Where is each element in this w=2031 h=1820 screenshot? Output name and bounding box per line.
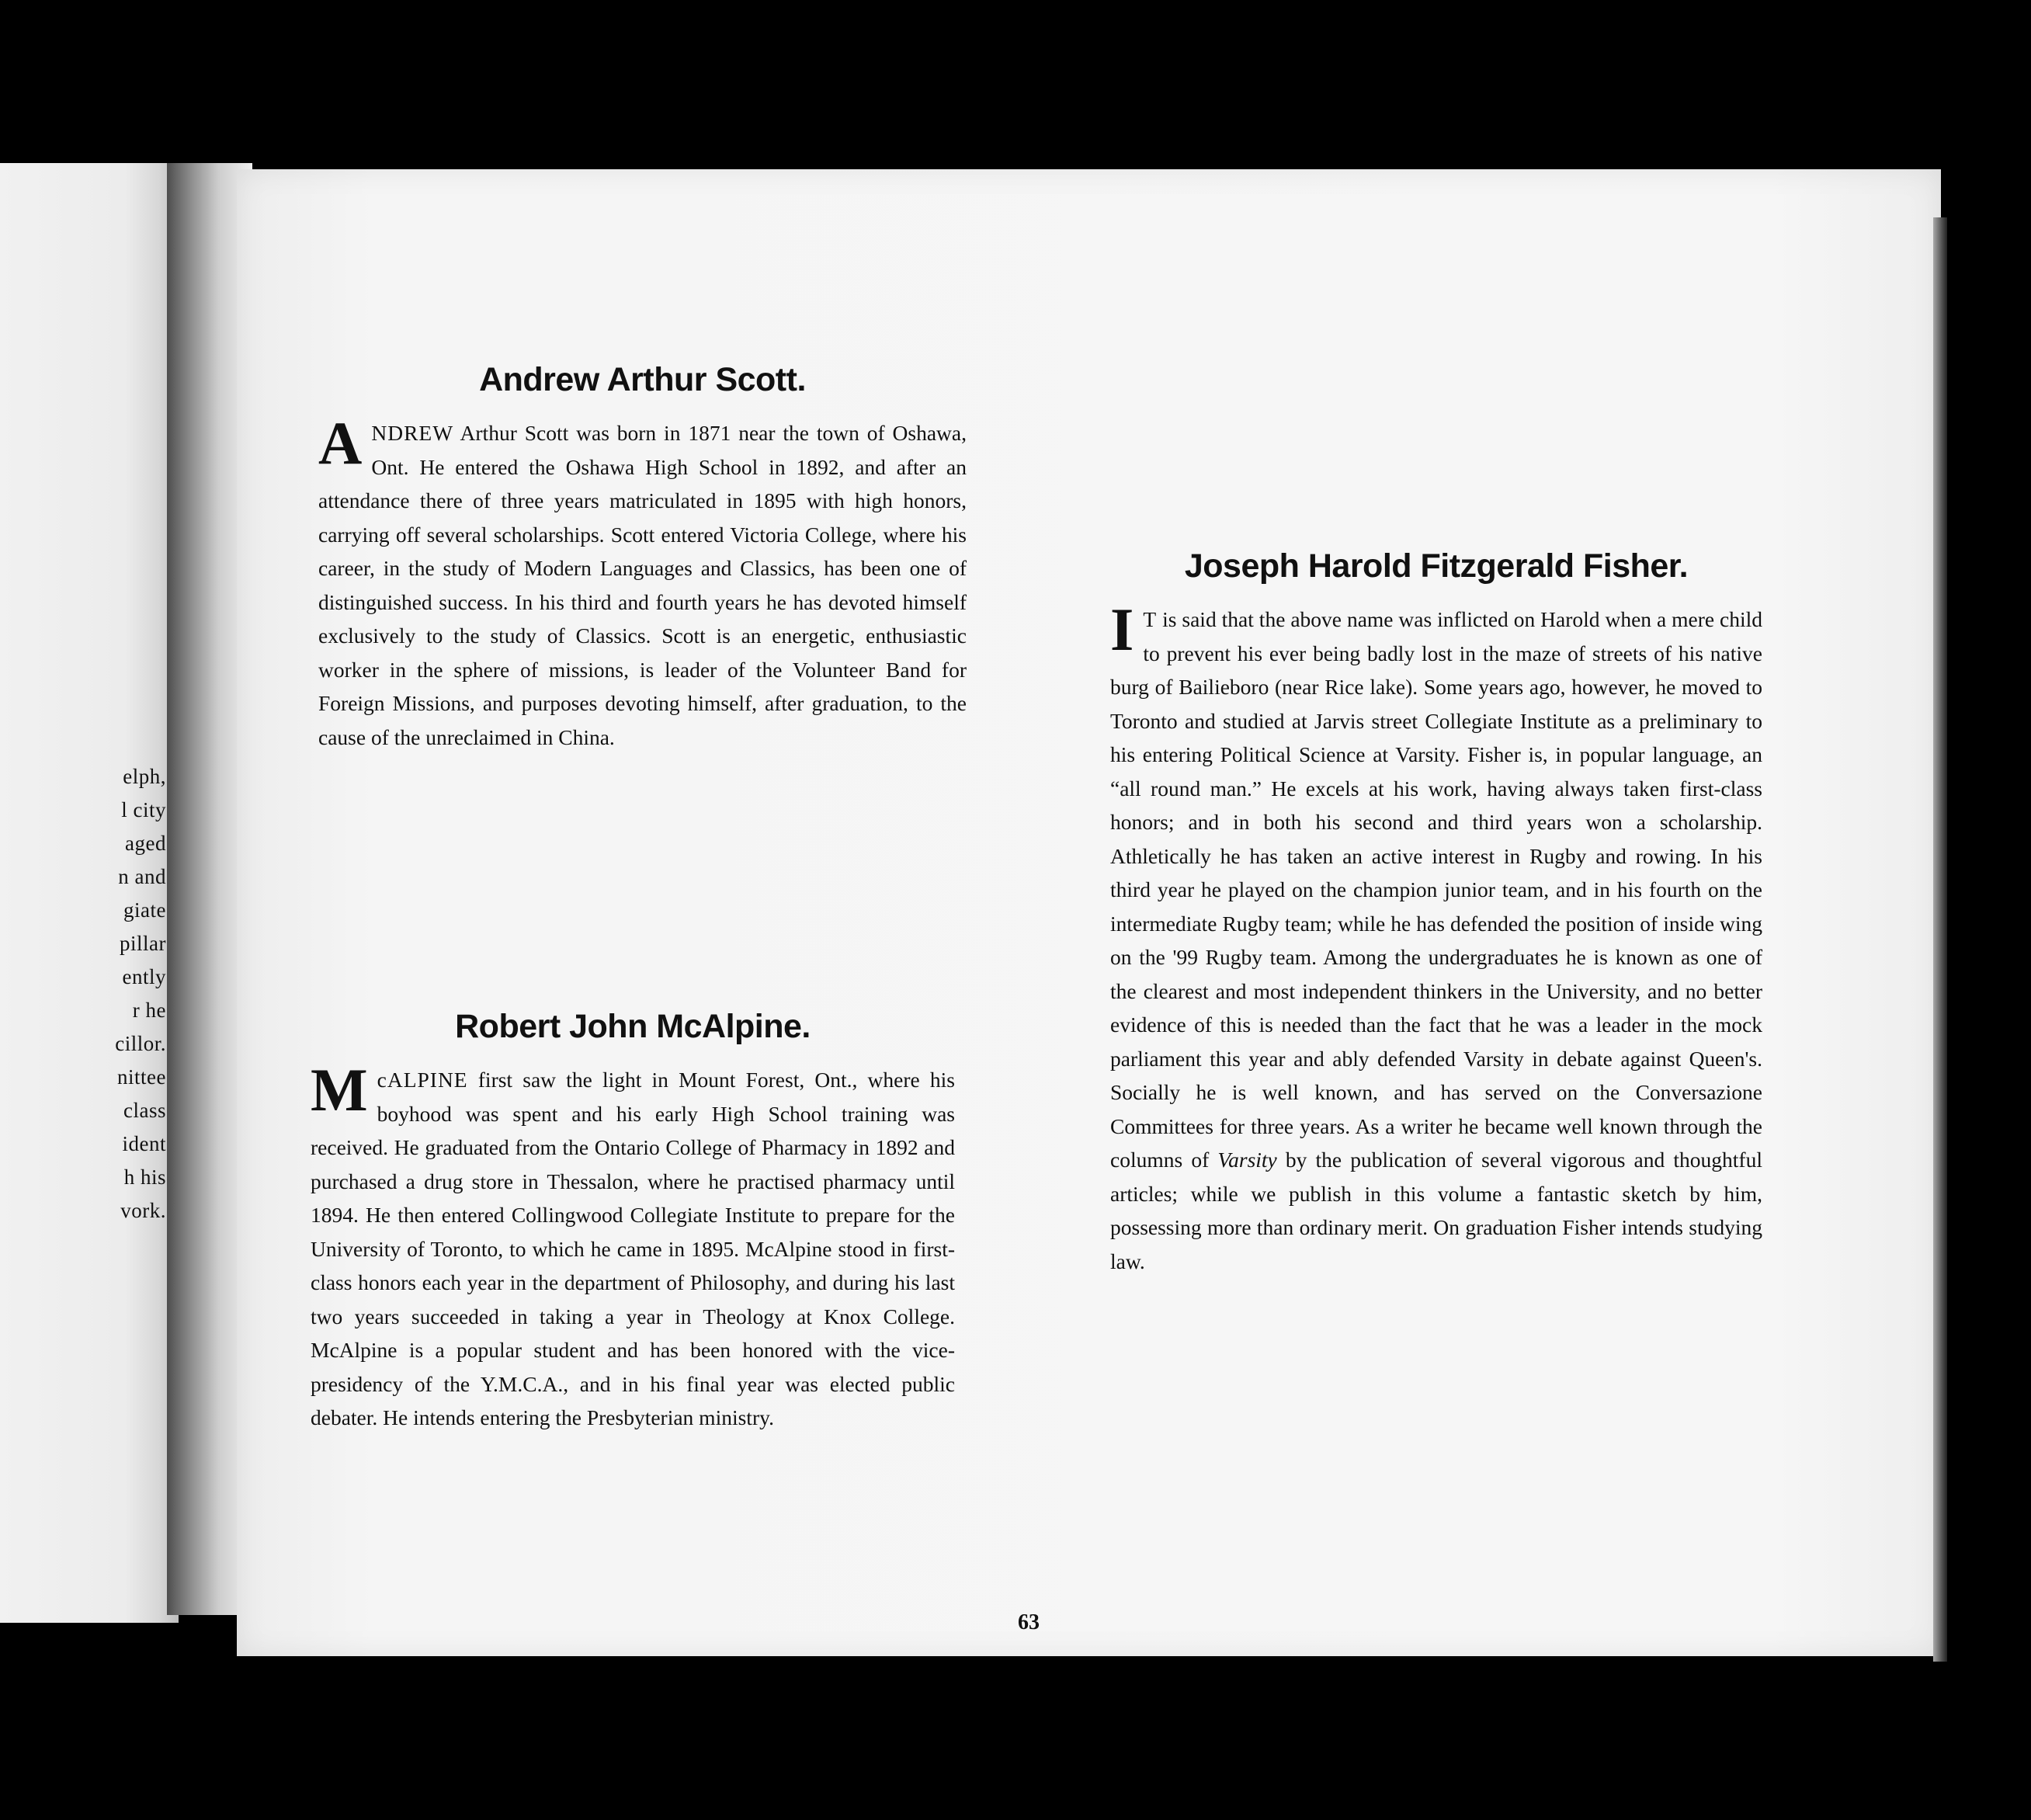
page-number: 63 [1018,1610,1040,1634]
facing-page-text-fragment: vork. [120,1199,166,1222]
biography-body [311,1056,955,1435]
drop-cap: M [311,1056,368,1124]
facing-page-text-fragment: ident [122,1132,166,1155]
facing-page-text-fragment: elph, [123,765,166,788]
facing-page-text-fragment: class [123,1099,166,1122]
biography-text: is said that the above name was inflicted on Harold when a mere child to prevent his ever being badly lost in the maze of streets of his native burg of Bailieboro (near Rice lake). Some years ago, however, he moved to Toronto and studied at Jarvis street Collegiate Institute as a preliminary to his entering Political Science at Varsity. Fisher is, in popular language, an “all round man.” He excels at his work, having always taken first-class honors; and in both his second and third years won a scholarship. Athletically he has taken an active interest in Rugby and rowing. In his third year he played on the champion junior team, and in his fourth on the intermediate Rugby team; while he has defended the position of inside wing on the '99 Rugby team. Among the undergraduates he is known as one of the clearest and most independent thinkers in the University, and no better evidence of this is needed than the fact that he was a leader in the mock parliament this year and ably defended Varsity in debate against Queen's. Socially he is well known, and has served on the Conversazione Committees for three years. As a writer he became well known through the columns of [1110,607,1762,1172]
page-edge-right [1933,217,1947,1662]
facing-page-text-fragment: aged [125,832,166,855]
biography-robert-john-mcalpine [311,1008,955,1435]
biography-title: Joseph Harold Fitzgerald Fisher. [1184,547,1689,585]
biography-body [318,409,967,754]
biography-text-continued: by the publication of several vigorous and thoughtful articles; while we publish in this volume a fantastic sketch by him, possessing more than ordinary merit. On graduation Fisher intends studying law. [1110,1148,1762,1273]
facing-page-text-fragment: h his [123,1165,166,1189]
biography-body [1110,596,1762,1278]
lead-small-caps: NDREW [371,421,454,445]
drop-cap: I [1110,596,1134,663]
drop-cap: A [318,409,363,477]
facing-page-text-fragment: cillor. [115,1032,166,1055]
facing-page-text-fragment: giate [123,898,166,922]
lead-small-caps: T [1143,607,1158,631]
biography-text: Arthur Scott was born in 1871 near the town of Oshawa, Ont. He entered the Oshawa High School in 1892, and after an attendance there of three years matriculated in 1895 with high honors, carrying off several scholarships. Scott entered Victoria College, where his career, in the study of Modern Languages and Classics, has been one of distinguished success. In his third and fourth years he has devoted himself exclusively to the study of Classics. Scott is an energetic, enthusiastic worker in the sphere of missions, is leader of the Volunteer Band for Foreign Missions, and purposes devoting himself, after graduation, to the cause of the unreclaimed in China. [318,421,967,749]
biography-title: Andrew Arthur Scott. [479,361,806,398]
biography-text: first saw the light in Mount Forest, Ont., where his boyhood was spent and his early High School training was received. He graduated from the Ontario College of Pharmacy in 1892 and purchased a drug store in Thessalon, where he practised pharmacy until 1894. He then entered Collingwood Collegiate Institute to prepare for the University of Toronto, to which he came in 1895. McAlpine stood in first-class honors each year in the department of Philosophy, and during his last two years succeeded in taking a year in Theology at Knox College. McAlpine is a popular student and has been honored with the vice-presidency of the Y.M.C.A., and in his final year was elected public debater. He intends entering the Presbyterian ministry. [311,1068,955,1429]
facing-page-text-fragment: nittee [117,1065,166,1089]
biography-joseph-harold-fitzgerald-fisher [1110,547,1762,1278]
lead-small-caps: cALPINE [377,1068,468,1092]
facing-page-text-fragment: n and [118,865,166,888]
biography-andrew-arthur-scott [318,361,967,754]
facing-page-left [0,163,179,1623]
facing-page-text-fragment: pillar [120,932,166,955]
publication-name: Varsity [1217,1148,1277,1172]
facing-page-text-fragment: l city [121,798,166,821]
facing-page-text-fragment: r he [132,999,166,1022]
biography-title: Robert John McAlpine. [455,1008,811,1045]
facing-page-text-fragment: ently [122,965,166,988]
